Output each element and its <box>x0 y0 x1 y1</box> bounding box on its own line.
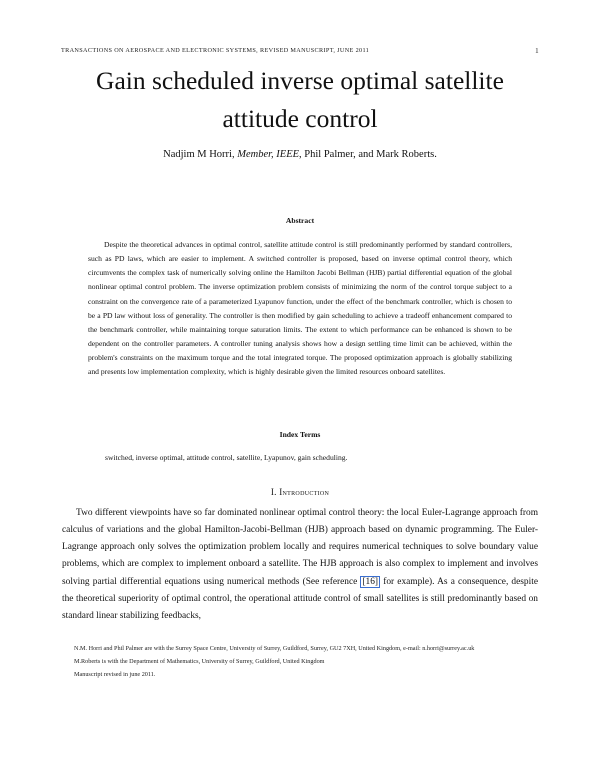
footnote-affiliation-1: N.M. Horri and Phil Palmer are with the Surrey Space Centre, University of Surrey, Guildford, Surrey, GU2 7XH, United Kingdom, e-mail: n.horri@surrey.ac.uk <box>74 645 475 652</box>
authors-part-1: Nadjim M Horri, <box>163 149 238 160</box>
page-number: 1 <box>535 47 539 55</box>
authors-part-2: , Phil Palmer, and Mark Roberts. <box>299 149 437 160</box>
abstract-heading: Abstract <box>285 216 315 225</box>
running-header <box>61 47 539 54</box>
title-line-1: Gain scheduled inverse optimal satellite <box>96 66 504 95</box>
running-title: TRANSACTIONS ON AEROSPACE AND ELECTRONIC SYSTEMS, REVISED MANUSCRIPT, JUNE 2011 <box>61 47 370 54</box>
author-line <box>40 149 560 160</box>
title-line-2: attitude control <box>222 104 378 133</box>
authors-membership: Member, IEEE <box>237 149 300 160</box>
index-terms-heading: Index Terms <box>279 430 321 439</box>
section-number: I. <box>270 487 280 497</box>
intro-text-part-1: Two different viewpoints have so far dominated nonlinear optimal control theory: the local Euler-Lagrange approach from calculus of variations and the global Hamilton-Jacobi-Bellman (HJB) approach based on dynamic programming. The Euler-Lagrange approach only solves the optimization problem locally and requires numerical techniques to solve boundary value problems, which are complex to implement onboard a satellite. The HJB approach is also complex to implement and involves solving partial differential equations using numerical methods (See reference <box>62 508 538 587</box>
section-title: Introduction <box>279 487 330 497</box>
abstract-text: Despite the theoretical advances in optimal control, satellite attitude control is still predominantly performed by standard controllers, such as PD laws, which are easier to implement. A switched controller is proposed, based on inverse optimal control theory, which circumvents the complex task of numerically solving online the Hamilton Jacobi Bellman (HJB) partial differential equation of the global nonlinear optimal control problem. The inverse optimization problem consists of minimizing the norm of the control torque subject to a constraint on the convergence rate of a parameterized Lyapunov function, under the effect of the benchmark controller, which is chosen to be a PD law without loss of generality. The controller is then modified by gain scheduling to achieve a tradeoff enhancement compared to the benchmark controller, while maintaining torque saturation limits. The extent to which performance can be enhanced is shown to be dependent on the controller parameters. A controller tuning analysis shows how a design settling time limit can be achieved, within the problem's constraints on the maximum torque and the total integrated torque. The proposed optimization approach is globally stabilizing and presents low implementation complexity, which is highly desirable given the limited resources onboard satellites. <box>88 240 512 377</box>
section-heading-introduction <box>0 487 600 497</box>
citation-link-16[interactable]: [16] <box>362 576 379 587</box>
footnotes <box>62 642 538 681</box>
intro-text-part-2: for example). As a consequence, despite the theoretical superiority of optimal control, the operational attitude control of small satellites is still predominantly based on standard linear stabilizing feedbacks, <box>62 576 538 621</box>
index-terms-text: switched, inverse optimal, attitude control, satellite, Lyapunov, gain scheduling. <box>105 453 348 462</box>
paper-title <box>40 62 560 138</box>
footnote-affiliation-2: M.Roberts is with the Department of Mathematics, University of Surrey, Guildford, United Kingdom <box>74 658 325 665</box>
introduction-paragraph <box>62 505 538 625</box>
footnote-manuscript-date: Manuscript revised in june 2011. <box>74 671 156 678</box>
